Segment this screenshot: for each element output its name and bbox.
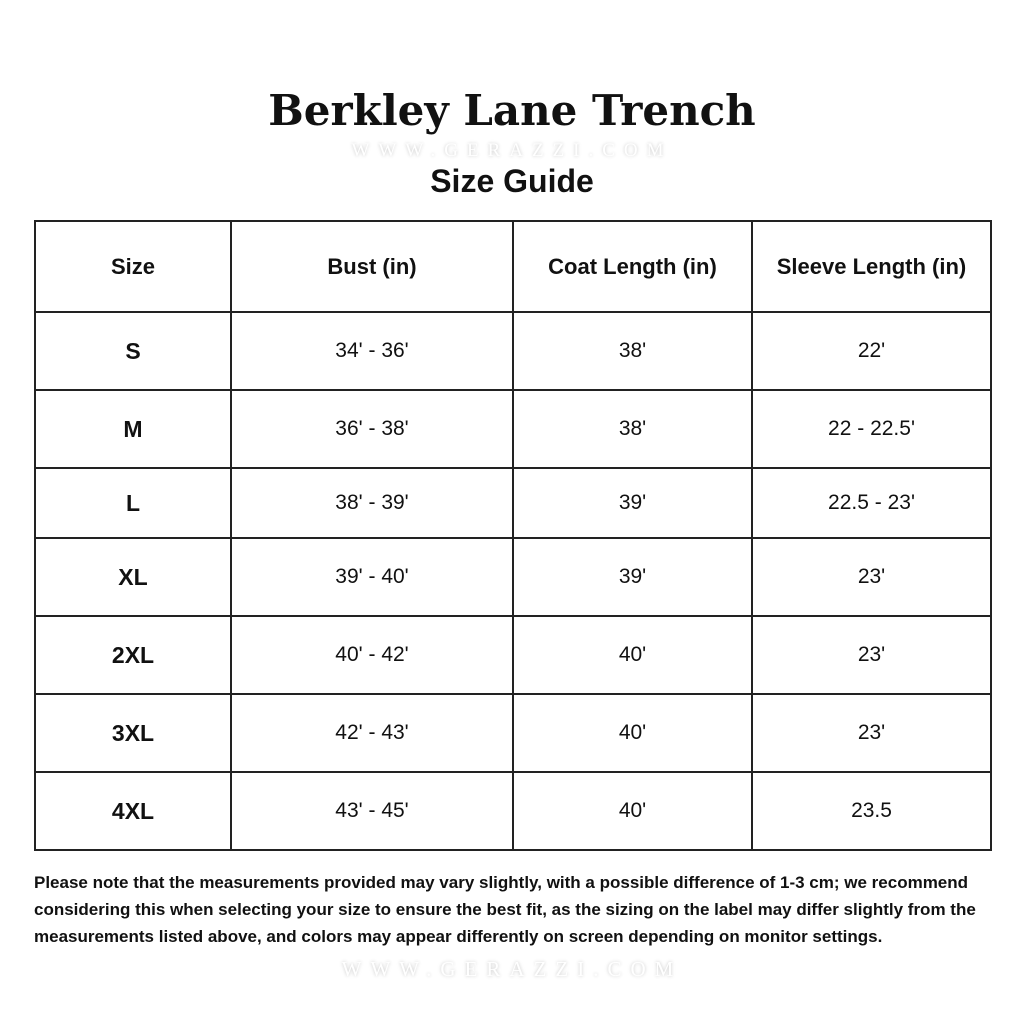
coat-length-cell: 39' — [513, 538, 752, 616]
bust-cell: 34' - 36' — [231, 312, 513, 390]
watermark-bottom: WWW.GERAZZI.COM — [341, 957, 683, 981]
column-header-bust: Bust (in) — [231, 221, 513, 312]
coat-length-cell: 38' — [513, 390, 752, 468]
size-cell: S — [35, 312, 231, 390]
coat-length-cell: 38' — [513, 312, 752, 390]
sleeve-length-cell: 23.5 — [752, 772, 991, 850]
table-row — [35, 694, 991, 772]
sleeve-length-cell: 22 - 22.5' — [752, 390, 991, 468]
page-subtitle: Size Guide — [430, 163, 594, 199]
coat-length-cell: 40' — [513, 772, 752, 850]
sleeve-length-cell: 23' — [752, 538, 991, 616]
size-guide-table — [34, 220, 992, 851]
sleeve-length-cell: 23' — [752, 694, 991, 772]
table-row — [35, 468, 991, 538]
bust-cell: 39' - 40' — [231, 538, 513, 616]
table-row — [35, 390, 991, 468]
measurement-disclaimer: Please note that the measurements provided may vary slightly, with a possible difference of 1-3 cm; we recommend considering this when selecting your size to ensure the best fit, as the sizing on the label may differ slightly from the measurements listed above, and colors may appear differently on screen depending on monitor settings. — [34, 873, 976, 946]
size-cell: L — [35, 468, 231, 538]
table-row — [35, 772, 991, 850]
column-header-size: Size — [35, 221, 231, 312]
table-row — [35, 538, 991, 616]
bust-cell: 40' - 42' — [231, 616, 513, 694]
coat-length-cell: 40' — [513, 694, 752, 772]
sleeve-length-cell: 22' — [752, 312, 991, 390]
page-title: Berkley Lane Trench — [268, 86, 756, 135]
size-cell: 2XL — [35, 616, 231, 694]
table-row — [35, 616, 991, 694]
size-cell: M — [35, 390, 231, 468]
table-header-row — [35, 221, 991, 312]
column-header-sleeve-length: Sleeve Length (in) — [752, 221, 991, 312]
sleeve-length-cell: 22.5 - 23' — [752, 468, 991, 538]
bust-cell: 43' - 45' — [231, 772, 513, 850]
bust-cell: 36' - 38' — [231, 390, 513, 468]
bust-cell: 38' - 39' — [231, 468, 513, 538]
sleeve-length-cell: 23' — [752, 616, 991, 694]
size-cell: 3XL — [35, 694, 231, 772]
size-cell: 4XL — [35, 772, 231, 850]
bust-cell: 42' - 43' — [231, 694, 513, 772]
column-header-coat-length: Coat Length (in) — [513, 221, 752, 312]
coat-length-cell: 39' — [513, 468, 752, 538]
coat-length-cell: 40' — [513, 616, 752, 694]
table-row — [35, 312, 991, 390]
size-cell: XL — [35, 538, 231, 616]
watermark-top: WWW.GERAZZI.COM — [351, 140, 673, 161]
